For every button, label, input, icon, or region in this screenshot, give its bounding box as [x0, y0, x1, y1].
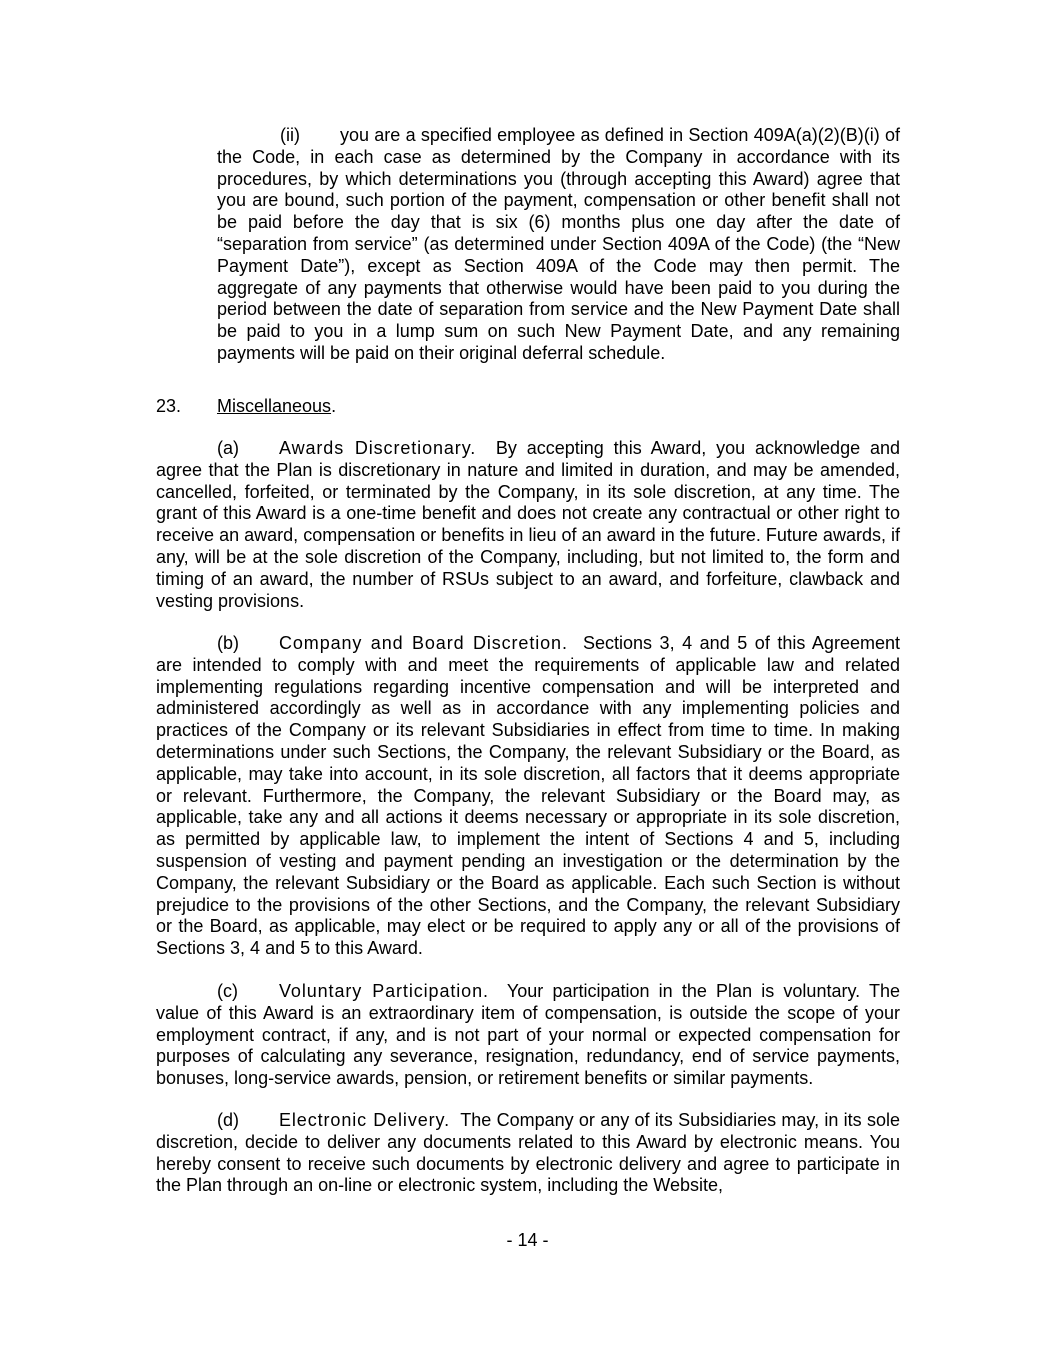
section-heading [156, 395, 336, 417]
section-number: 23. [156, 396, 182, 416]
clause-ii [217, 125, 900, 365]
paragraph-b-marker: (b) [217, 633, 239, 653]
section-title: Miscellaneous [217, 396, 332, 416]
paragraph-c [156, 981, 900, 1090]
page-number: - 14 - [506, 1230, 549, 1250]
paragraph-b [156, 633, 900, 960]
paragraph-a-text: By accepting this Award, you acknowledge and agree that the Plan is discretionary in nature and limited in duration, and may be amended, cancelled, forfeited, or terminated by the Company, in its sole discretion, at any time. The grant of this Award is a one-time benefit and does not create any contractual or other right to receive an award, compensation or benefits in lieu of an award in the future. Future awards, if any, will be at the sole discretion of the Company, including, but not limited to, the form and timing of an award, the number of RSUs subject to an award, and forfeiture, clawback and vesting provisions. [156, 438, 900, 611]
paragraph-a-marker: (a) [217, 438, 239, 458]
clause-ii-marker: (ii) [280, 125, 300, 145]
paragraph-d-text: The Company or any of its Subsidiaries may, in its sole discretion, decide to deliver any documents related to this Award by electronic means. You hereby consent to receive such documents by electronic delivery and agree to participate in the Plan through an on-line or electronic system, including the Website, [156, 1110, 900, 1196]
paragraph-d-marker: (d) [217, 1110, 239, 1130]
paragraph-b-heading: Company and Board Discretion. [279, 633, 568, 653]
paragraph-d-heading: Electronic Delivery. [279, 1110, 450, 1130]
clause-ii-text: you are a specified employee as defined in Section 409A(a)(2)(B)(i) of the Code, in each case as determined by the Company in accordance with its procedures, by which determinations you (through accepting this Award) agree that you are bound, such portion of the payment, compensation or other benefit shall not be paid before the day that is six (6) months plus one day after the date of “separation from service” (as determined under Section 409A of the Code) (the “New Payment Date”), except as Section 409A of the Code may then permit. The aggregate of any payments that otherwise would have been paid to you during the period between the date of separation from service and the New Payment Date shall be paid to you in a lump sum on such New Payment Date, and any remaining payments will be paid on their original deferral schedule. [217, 125, 900, 363]
paragraph-b-text: Sections 3, 4 and 5 of this Agreement are intended to comply with and meet the requirements of applicable law and related implementing regulations regarding incentive compensation and will be interpreted and administered accordingly as well as in accordance with any implementing policies and practices of the Company or its relevant Subsidiaries in effect from time to time. In making determinations under such Sections, the Company, the relevant Subsidiary or the Board, as applicable, may take into account, in its sole discretion, all factors that it deems appropriate or relevant. Furthermore, the Company, the relevant Subsidiary or the Board may, as applicable, take any and all actions it deems necessary or appropriate in its sole discretion, as permitted by applicable law, to implement the intent of Sections 4 and 5, including suspension of vesting and payment pending an investigation or the determination by the Company, the relevant Subsidiary or the Board as applicable. Each such Section is without prejudice to the provisions of the other Sections, and the Company, the relevant Subsidiary or the Board, as applicable, may elect or be required to apply any or all of the provisions of Sections 3, 4 and 5 to this Award. [156, 633, 900, 959]
paragraph-d [156, 1110, 900, 1197]
paragraph-c-text: Your participation in the Plan is voluntary. The value of this Award is an extraordinary item of compensation, is outside the scope of your employment contract, if any, and is not part of your normal or expected compensation for purposes of calculating any severance, resignation, redundancy, end of service payments, bonuses, long-service awards, pension, or retirement benefits or similar payments. [156, 981, 900, 1089]
paragraph-c-heading: Voluntary Participation. [279, 981, 489, 1001]
paragraph-c-marker: (c) [217, 981, 238, 1001]
paragraph-a-heading: Awards Discretionary. [279, 438, 477, 458]
paragraph-a [156, 438, 900, 612]
section-title-suffix: . [331, 396, 337, 416]
